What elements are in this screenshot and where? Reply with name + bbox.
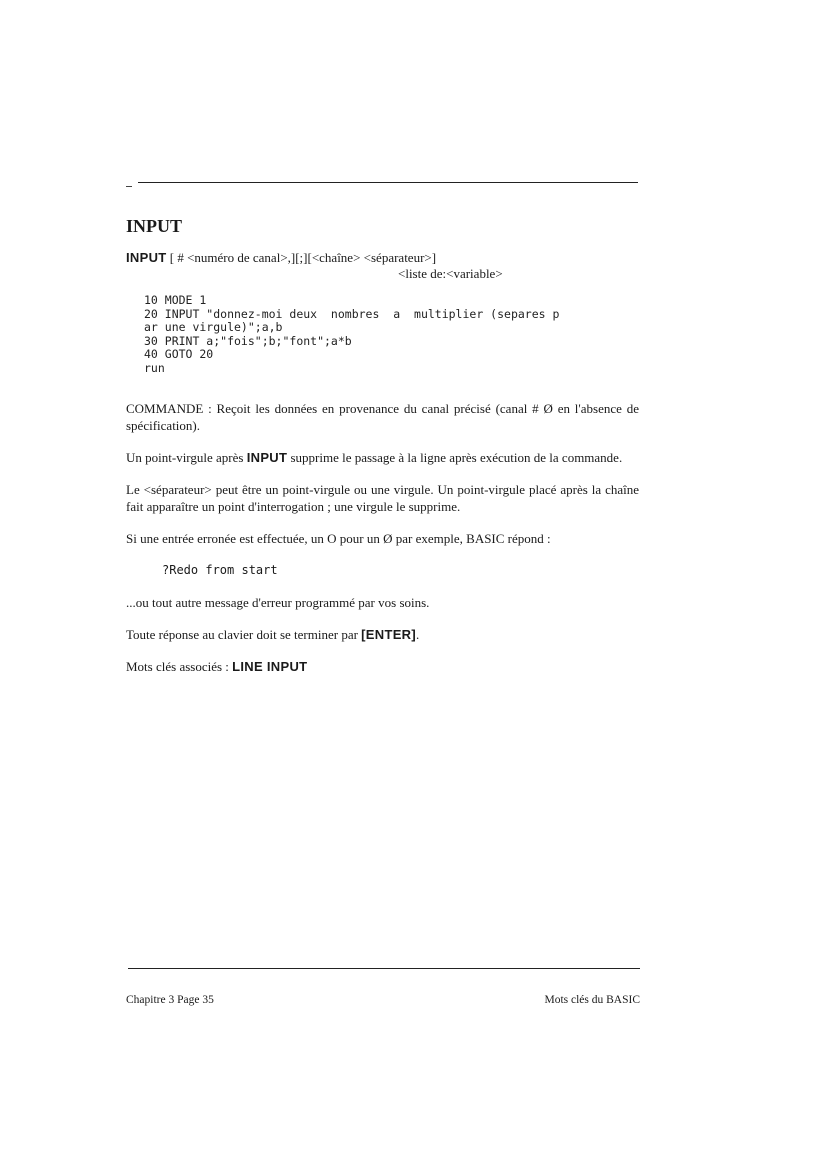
paragraph-text: Un point-virgule après bbox=[126, 450, 247, 465]
syntax-line-1 bbox=[126, 250, 646, 266]
code-line: 10 MODE 1 bbox=[144, 293, 207, 307]
top-rule bbox=[138, 182, 638, 183]
related-keywords bbox=[126, 658, 639, 675]
paragraph-text: supprime le passage à la ligne après exécution de la commande. bbox=[287, 450, 623, 465]
paragraph-message: ...ou tout autre message d'erreur programmé par vos soins. bbox=[126, 595, 430, 610]
bottom-rule bbox=[128, 968, 640, 969]
code-line: 20 INPUT "donnez-moi deux nombres a multiplier (separes p bbox=[144, 306, 560, 321]
inline-keyword: INPUT bbox=[246, 450, 288, 465]
syntax-block bbox=[126, 250, 646, 282]
syntax-keyword: INPUT bbox=[126, 250, 167, 265]
syntax-line-2: <liste de:<variable> bbox=[398, 266, 503, 281]
code-line: 30 PRINT a;"fois";b;"font";a*b bbox=[144, 333, 352, 348]
paragraph-erreur: Si une entrée erronée est effectuée, un O pour un Ø par exemple, BASIC répond : bbox=[126, 531, 551, 546]
page-title: INPUT bbox=[126, 216, 183, 236]
related-keyword-link: LINE INPUT bbox=[232, 659, 308, 674]
footer-chapter-page: Chapitre 3 Page 35 bbox=[126, 994, 214, 1006]
paragraph-commande: COMMANDE : Reçoit les données en provenance du canal précisé (canal # Ø en l'absence de spécification). bbox=[126, 401, 639, 433]
paragraph-text: Toute réponse au clavier doit se terminer par bbox=[126, 627, 362, 642]
syntax-params: [ # <numéro de canal>,][;][<chaîne> <séparateur>] bbox=[166, 250, 437, 265]
paragraph-point-virgule bbox=[126, 449, 639, 466]
redo-message: ?Redo from start bbox=[162, 563, 278, 577]
body-text bbox=[126, 400, 639, 690]
footer-section-title: Mots clés du BASIC bbox=[544, 994, 640, 1006]
code-line: ar une virgule)";a,b bbox=[144, 320, 283, 335]
related-label: Mots clés associés : bbox=[126, 659, 233, 674]
code-line: 40 GOTO 20 bbox=[144, 347, 214, 362]
code-listing bbox=[144, 294, 559, 376]
paragraph-text: . bbox=[416, 627, 420, 642]
enter-key-label: [ENTER] bbox=[361, 627, 416, 642]
paragraph-enter bbox=[126, 626, 639, 643]
code-line: run bbox=[144, 360, 165, 375]
paragraph-separateur: Le <séparateur> peut être un point-virgule ou une virgule. Un point-virgule placé après la chaîne fait apparaître un point d'interrogation ; une virgule le supprime. bbox=[126, 482, 639, 514]
top-rule-tick bbox=[126, 186, 132, 187]
